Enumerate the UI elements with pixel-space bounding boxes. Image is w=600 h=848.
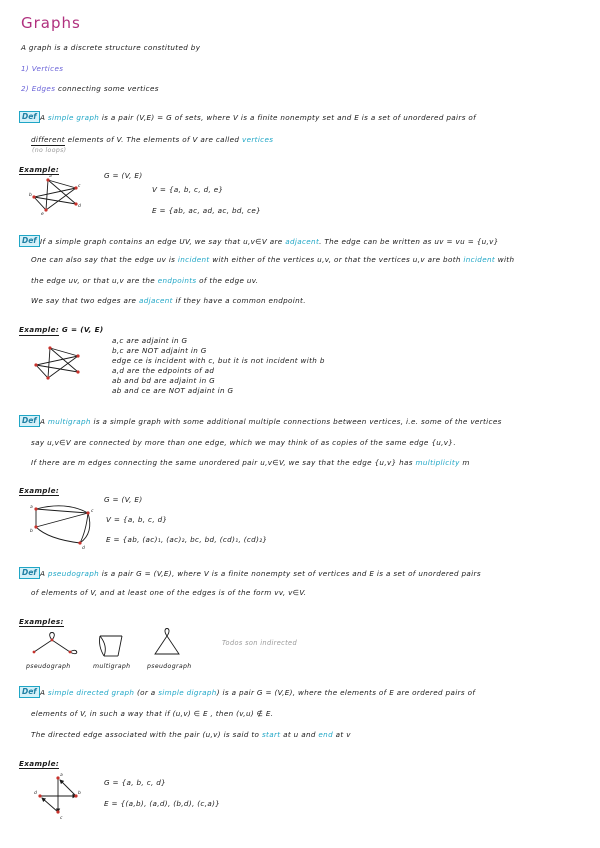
def4-text: A (40, 569, 46, 578)
example1-graph (26, 172, 86, 218)
def3-text: A (40, 417, 46, 426)
def2-term-endpoints: endpoints (157, 276, 197, 285)
vertex-c (76, 354, 79, 357)
def5-term-start: start (261, 730, 281, 739)
def5-text: (or a (136, 688, 156, 697)
example2-fact: a,c are adjaint in G (112, 336, 188, 345)
def5-line1 (40, 689, 475, 696)
def5-text: The directed edge associated with the pair (u,v) is said to (31, 730, 260, 739)
vertex-label: c (91, 509, 94, 514)
def2-text: of the edge uv. (199, 276, 259, 285)
vertex (69, 651, 72, 654)
def5-text: A (40, 688, 46, 697)
example4-pseudograph-2 (150, 628, 184, 660)
example2-fact: ab and bd are adjaint in G (112, 376, 216, 385)
vertex-d (78, 541, 81, 544)
example2-g: G = (V, E) (61, 325, 104, 334)
def3-line2: say u,v∈V are connected by more than one edge, which we may think of as copies of the same edge {u,v}. (31, 438, 456, 447)
def3-text: is a simple graph with some additional multiple connections between vertices, i.e. some of the vertices (93, 417, 502, 426)
def5-text: at v (335, 730, 351, 739)
example4-pseudograph-1 (30, 632, 74, 658)
def2-line4 (31, 297, 306, 304)
example4-caption: pseudograph (147, 663, 192, 670)
def4-term-pseudograph: pseudograph (47, 569, 100, 578)
intro-item-edges-term: Edges (31, 84, 56, 93)
vertex-a (34, 507, 37, 510)
def5-line3 (31, 731, 351, 738)
def3-line1 (40, 418, 502, 425)
intro-item-edges-text: connecting some vertices (57, 84, 159, 93)
def4-line2: of elements of V, and at least one of the edges is of the form vv, v∈V. (31, 588, 307, 597)
def5-text: ) is a pair G = (V,E), where the elements of E are ordered pairs of (216, 688, 476, 697)
example5-label: Example: (19, 759, 60, 768)
vertex (33, 651, 36, 654)
example2-fact: ab and ce are NOT adjaint in G (112, 386, 234, 395)
intro-item-vertices: 1) Vertices (21, 64, 64, 73)
def2-text: with either of the vertices u,v, or that the vertices u,v are both (212, 255, 461, 264)
def3-term-multigraph: multigraph (47, 417, 91, 426)
def2-line1 (40, 238, 499, 245)
vertex-b (34, 363, 37, 366)
def3-text: If there are m edges connecting the same unordered pair u,v∈V, we say that the edge {u,v} has (31, 458, 413, 467)
example2-fact: edge ce is incident with c, but it is not incident with b (112, 356, 325, 365)
def2-text: if they have a common endpoint. (175, 296, 306, 305)
vertex-label: d (78, 204, 81, 209)
example4-label: Examples: (19, 617, 64, 626)
intro-line: A graph is a discrete structure constituted by (21, 43, 201, 52)
page-title: Graphs (21, 14, 81, 32)
vertex-label: e (41, 212, 44, 217)
vertex-e (44, 208, 47, 211)
def-badge: Def (19, 235, 40, 247)
def1-note: (no loops) (32, 147, 67, 154)
def2-term-adjacent: adjacent (285, 237, 320, 246)
def3-text: m (462, 458, 470, 467)
vertex-label: b (78, 791, 81, 796)
example3-label: Example: (19, 486, 60, 495)
def2-text: One can also say that the edge uv is (31, 255, 176, 264)
def4-line1 (40, 570, 481, 577)
vertex-a (48, 346, 51, 349)
def5-term-simple-directed-graph: simple directed graph (47, 688, 135, 697)
intro-item-edges (21, 85, 159, 92)
example3-e: E = {ab, (ac)₁, (ac)₂, bc, bd, (cd)₁, (cd)₂} (106, 535, 268, 544)
def5-term-end: end (318, 730, 333, 739)
def-badge: Def (19, 686, 40, 698)
example4-note: Todos son indirected (222, 639, 297, 647)
example5-e: E = {(a,b), (a,d), (b,d), (c,a)} (104, 799, 221, 808)
example2-fact: a,d are the edpoints of ad (112, 366, 215, 375)
intro-item-edges-number: 2) (21, 84, 30, 93)
vertex-b (34, 525, 37, 528)
vertex (56, 810, 59, 813)
def5-term-simple-digraph: simple digraph (158, 688, 217, 697)
vertex-e (46, 376, 49, 379)
def-badge: Def (19, 415, 40, 427)
def2-text: the edge uv, or that u,v are the (31, 276, 156, 285)
example5-g: G = {a, b, c, d} (104, 778, 167, 787)
vertex-label: a (30, 505, 33, 510)
def1-text: A (40, 113, 46, 122)
vertex-label: a (49, 174, 52, 179)
vertex-b (32, 195, 35, 198)
def1-text: elements of V. The elements of V are called (67, 135, 240, 144)
vertex-label: a (60, 773, 63, 778)
def2-text: We say that two edges are (31, 296, 137, 305)
example2-label: Example: (19, 325, 60, 334)
vertex-label: c (78, 184, 81, 189)
def1-underlined-word: different (31, 135, 65, 144)
def5-text: at u and (283, 730, 316, 739)
vertex-label: b (29, 193, 32, 198)
def3-term-multiplicity: multiplicity (415, 458, 460, 467)
example1-v: V = {a, b, c, d, e} (152, 185, 224, 194)
def-badge: Def (19, 567, 40, 579)
example3-multigraph (28, 503, 98, 549)
example3-v: V = {a, b, c, d} (106, 515, 168, 524)
def1-term-vertices: vertices (241, 135, 274, 144)
def1-term-simple-graph: simple graph (47, 113, 100, 122)
def-badge: Def (19, 111, 40, 123)
example1-e: E = {ab, ac, ad, ac, bd, ce} (152, 206, 262, 215)
example4-caption: pseudograph (26, 663, 71, 670)
def2-text: If a simple graph contains an edge UV, we say that u,v∈V are (40, 237, 283, 246)
def2-term-adjacent: adjacent (138, 296, 173, 305)
vertex-label: d (34, 791, 37, 796)
example2-heading (19, 326, 104, 333)
def2-text: with (497, 255, 515, 264)
def5-line2: elements of V, in such a way that if (u,v) ∈ E , then (v,u) ∉ E. (31, 709, 274, 718)
def2-line3 (31, 277, 258, 284)
def4-text: is a pair G = (V,E), where V is a finite nonempty set of vertices and E is a set of unordered pairs (101, 569, 481, 578)
vertex (38, 794, 41, 797)
example2-fact: b,c are NOT adjaint in G (112, 346, 207, 355)
def2-line2 (31, 256, 514, 263)
vertex (51, 639, 54, 642)
example3-g: G = (V, E) (104, 495, 143, 504)
def2-text: . The edge can be written as uv = vu = {u,v} (319, 237, 499, 246)
vertex-label: d (82, 546, 85, 551)
vertex-c (86, 511, 89, 514)
def2-term-incident: incident (463, 255, 496, 264)
example4-caption: multigraph (93, 663, 131, 670)
def2-term-incident: incident (177, 255, 210, 264)
def1-line1 (40, 114, 476, 121)
vertex-label: b (30, 529, 33, 534)
example4-multigraph (96, 632, 126, 660)
vertex-label: c (60, 816, 63, 821)
example2-graph (28, 340, 88, 386)
example5-digraph (30, 772, 86, 820)
def1-line2 (31, 136, 273, 143)
example1-g: G = (V, E) (104, 171, 143, 180)
example1-label: Example: (19, 165, 60, 174)
def1-text: is a pair (V,E) = G of sets, where V is a finite nonempty set and E is a set of unordered pairs of (101, 113, 477, 122)
vertex-d (76, 370, 79, 373)
def3-line3 (31, 459, 470, 466)
